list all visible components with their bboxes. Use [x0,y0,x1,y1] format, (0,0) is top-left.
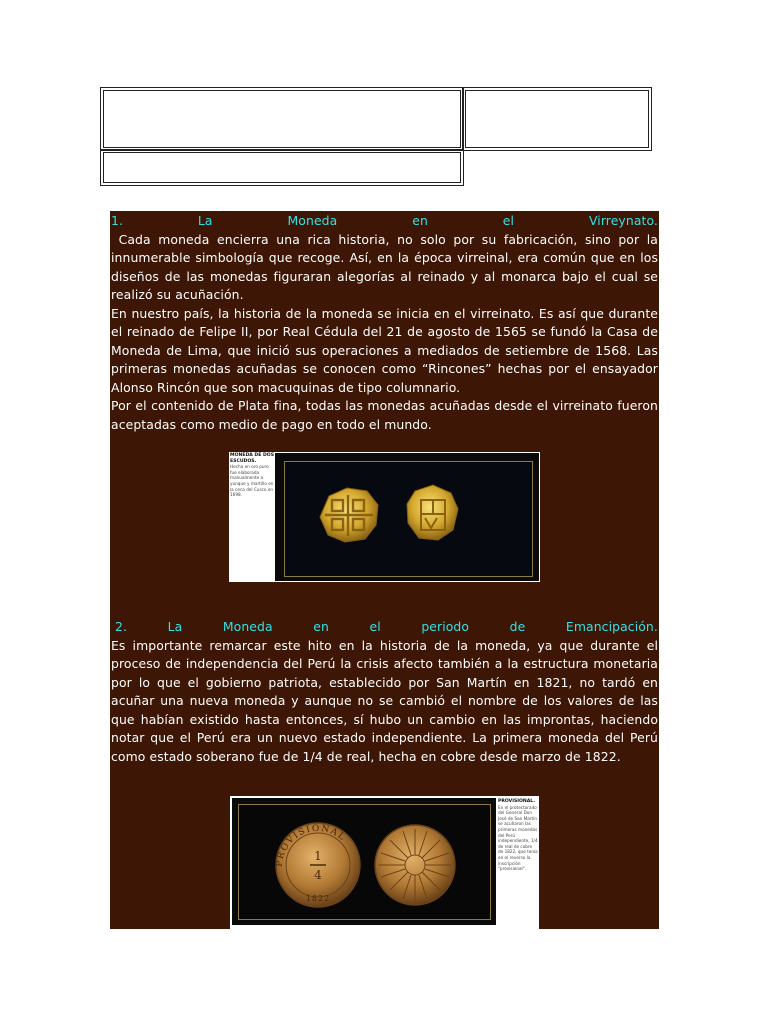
photo-caption-title: PROVISIONAL. [498,799,535,804]
coin-fraction-numerator: 1 [314,849,322,863]
copper-coins-image [239,805,490,919]
heading-word: Emancipación. [565,619,658,634]
heading-word: en [313,619,329,634]
photo-frame [284,461,533,577]
photo-caption-text: Hecha en oro puro fue elaborada manualmente a yunque y martillo en la ceca del Cusco en 1698. [230,464,274,498]
photo-background [275,453,539,581]
photo-caption [498,799,538,872]
heading-word: el [369,619,381,634]
photo-caption-title: MONEDA DE DOS ESCUDOS. [230,453,275,464]
header-table-cell-title [100,87,464,151]
photo-caption [230,453,274,498]
heading-word: Moneda [222,619,273,634]
escudo-coins-photo [229,452,540,582]
section-2-paragraph: Es importante remarcar este hito en la historia de la moneda, ya que durante el proceso de independencia del Perú la crisis afecto también a la estructura monetaria por lo que el gobierno patriota, establecido por San Martín en 1821, no tardó en acuñar una nueva moneda y aunque no se cambió el nombre de los valores de las que habían existido hasta entonces, sí hubo un cambio en las improntas, haciendo notar que el Perú era un nuevo estado independiente. La primera moneda del Perú como estado soberano fue de 1/4 de real, hecha en cobre desde marzo de 1822. [111,637,658,764]
section-1-paragraph: En nuestro país, la historia de la moneda se inicia en el virreinato. Es así que durante el reinado de Felipe II, por Real Cédula del 21 de agosto de 1565 se fundó la Casa de Moneda de Lima, que inició sus operaciones a mediados de setiembre de 1568. Las primeras monedas acuñadas se conocen como “Rincones” hechas por el ensayador Alonso Rincón que son macuquinas de tipo columnario. [111,305,658,395]
heading-word: el [502,213,515,228]
gold-coins-image [285,462,533,571]
section-1-paragraph: Por el contenido de Plata fina, todas las monedas acuñadas desde el virreinato fueron aceptadas como medio de pago en todo el mundo. [111,398,658,432]
heading-word: de [509,619,526,634]
heading-word: 2. [115,619,128,634]
coin-year: 1822 [305,894,331,903]
heading-word: en [412,213,428,228]
heading-word: La [167,619,183,634]
section-2-heading [111,618,658,637]
header-table-cell-subtitle [100,149,464,186]
photo-background [232,798,496,925]
section-2-text [110,617,659,787]
heading-word: La [197,213,213,228]
heading-word: periodo [421,619,470,634]
heading-word: 1. [111,213,124,228]
photo-caption-text: En el protectorado del General Don José de San Martín se acuñaron las primeras monedas del Perú independiente, 1/4 de real de cobre de 1822, que tenía en el reverso la inscripción "provisional". [498,804,538,872]
section-1-heading [111,212,658,231]
heading-word: Moneda [287,213,338,228]
section-1-paragraph: Cada moneda encierra una rica historia, no solo por su fabricación, sino por la innumerable simbología que recoge. Así, en la época virreinal, era común que en los diseños de las monedas figuraran alegorías al reinado y al monarca bajo el cual se realizó su acuñación. [111,231,663,302]
photo-frame [238,804,491,920]
coin-inscription: PROVISIONAL [274,823,348,868]
header-table-cell-side [462,87,652,151]
coin-fraction-denominator: 4 [314,868,322,882]
heading-word: Virreynato. [588,213,658,228]
provisional-coins-photo [230,796,539,929]
